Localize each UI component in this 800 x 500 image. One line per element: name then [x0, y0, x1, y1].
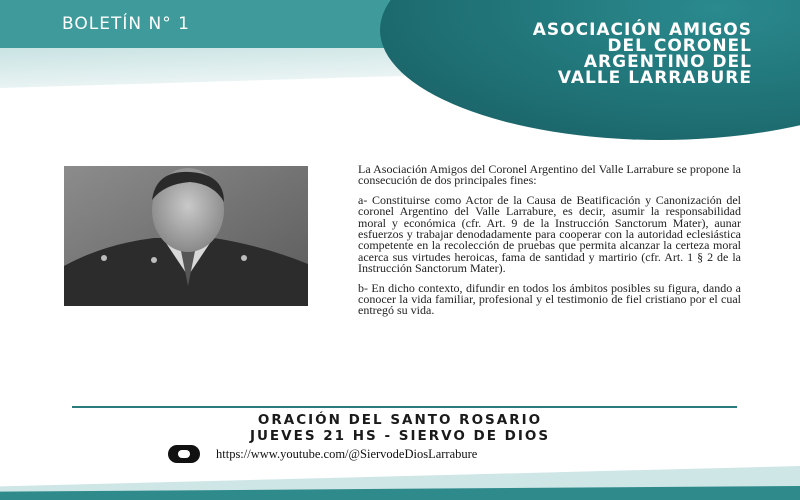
portrait-image — [64, 166, 308, 306]
youtube-channel-link[interactable]: https://www.youtube.com/@SiervodeDiosLarrabure — [216, 446, 478, 461]
association-title — [422, 22, 752, 86]
youtube-icon — [168, 445, 200, 463]
bulletin-number: BOLETÍN N° 1 — [62, 14, 190, 34]
event-schedule: JUEVES 21 HS - SIERVO DE DIOS — [249, 428, 551, 444]
section-divider — [72, 406, 737, 408]
aim-a-paragraph: a- Constituirse como Actor de la Causa de Beatificación y Canonización del coronel Argentino del Valle Larrabure, es decir, asumir la responsabilidad moral y económica (cfr. Art. 9 de la Instrucción Sanctorum Mater), aunar esfuerzos y trabajar denodadamente para cooperar con la autoridad eclesiástica competente en la recolección de pruebas que permita alcanzar la certeza moral acerca sus virtudes heroicas, fama de santidad y martirio (cfr. Art. 1 § 2 de la Instrucción Sanctorum Mater). — [358, 192, 741, 276]
intro-paragraph: La Asociación Amigos del Coronel Argentino del Valle Larrabure se propone la consecución de dos principales fines: — [358, 162, 741, 188]
aim-b-paragraph: b- En dicho contexto, difundir en todos los ámbitos posibles su figura, dando a conocer la vida familiar, profesional y el testimonio de fiel cristiano por el cual entregó su vida. — [358, 280, 741, 318]
colonel-portrait-photo — [64, 166, 308, 306]
title-line: VALLE LARRABURE — [557, 68, 752, 88]
association-aims-text — [358, 164, 741, 325]
youtube-channel-row — [168, 444, 477, 464]
event-title: ORACIÓN DEL SANTO ROSARIO — [257, 412, 543, 428]
title-line: ARGENTINO DEL — [583, 52, 752, 72]
title-line: ASOCIACIÓN AMIGOS — [532, 20, 752, 40]
title-line: DEL CORONEL — [607, 36, 752, 56]
